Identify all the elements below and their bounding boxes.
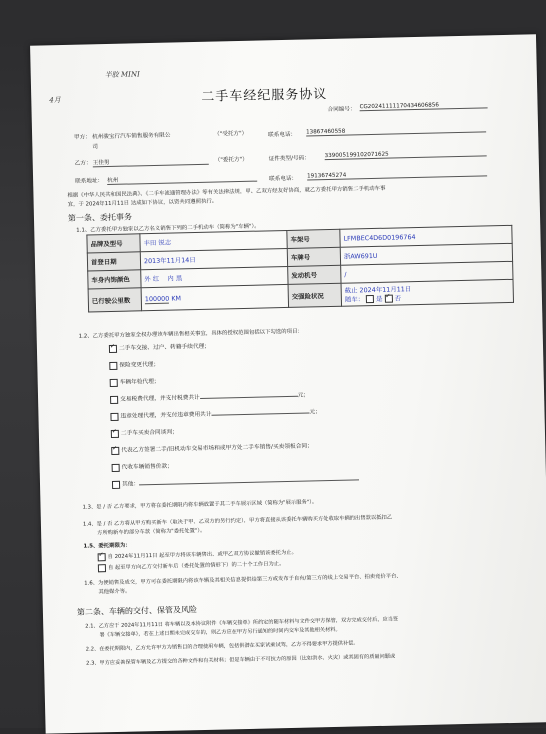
option-text: 代收车辆销售价款； [121,463,173,471]
first-registration-value: 2013年11月14日 [140,248,287,269]
option-checkbox[interactable] [111,429,119,437]
preamble-line-1: 根据《中华人民共和国民法典》、《二手车流通管理办法》等有关法律法规，甲、乙双方经友好协商，就乙方委托甲方销售二手机动车事 [67,185,386,199]
brand-value: 丰田 锐志 [140,230,287,251]
engine-label: 发动机号 [288,265,341,284]
yes-checkbox[interactable] [366,295,374,303]
item-1-3: 1.3、是 / 否 乙方要求，甲方将在委托期限内将车辆放置于其二手车展示区域（简称为"展示服务"）。 [82,499,318,511]
period-text: 自 2024年11月11日 起至甲方将该车辆售出、或甲乙双方协议撤销该委托为止。 [107,549,297,561]
option-tax [110,390,309,404]
option-insurance [109,359,159,370]
option-text: 二手车交接、过户、转籍手续代理； [118,343,211,352]
option-checkbox[interactable] [112,480,120,488]
party-b-id-number: 339005199102071625 [325,149,487,160]
option-checkbox[interactable] [111,446,119,454]
option-transfer [109,341,210,353]
item-1-2: 1.2、乙方委托甲方独家全权办理该车辆出售相关事宜，具体的授权范围包括以下勾选的项目： [78,328,303,340]
party-a-role: （"受托方"） [214,130,248,138]
exterior-color: 外 红 [144,274,160,284]
brand-label: 品牌及型号 [87,234,140,253]
no-option: 否 [394,294,402,303]
party-b-phone: 19136745274 [307,169,487,180]
option-negotiation [111,426,178,437]
party-b-id-label: 证件类型/号码： [268,155,310,163]
plate-label: 车牌号 [287,247,340,266]
handwritten-note: 半胶 MINI [104,70,140,80]
color-label: 车身内饰颜色 [88,270,141,289]
vehicle-info-table [86,225,514,313]
item-1-4-line-1: 1.4、是 / 否 乙方将从甲方购买新车（取决于甲、乙双方的另行约定），甲方将直接从该委托车辆购买方处收取车辆的出售款以抵扣乙 [82,514,393,528]
option-text: 交易税费代理，并支付税费共计 [120,394,200,403]
party-a-name: 杭州骏宝行汽车销售服务有限公 [92,132,171,141]
item-1-5: 1.5、委托期限为： [83,542,131,550]
party-b-name: 王佳男 [93,156,209,168]
tax-amount-line [200,396,298,399]
option-text: 违章处理代理，并支付违章费用共计 [120,411,212,420]
party-a-name-cont: 司 [92,144,99,151]
handwritten-side-note: 4月 [49,96,61,105]
no-checkbox[interactable] [384,295,392,303]
accident-label: 随车： [344,295,365,304]
period-checkbox[interactable] [98,553,106,561]
option-checkbox[interactable] [109,344,117,352]
option-text: 代表乙方签署二手/旧机动车交易市场和或甲方处二手车销售/买卖领板合同； [121,443,313,454]
tax-unit: 元； [297,392,310,399]
section-1-heading: 第一条、委托事务 [67,212,133,223]
option-violation [110,406,321,420]
period-checkbox[interactable] [98,564,106,572]
item-2-3: 2.3、甲方应妥善保管车辆及乙方提交的各种文件和有关材料；但是车辆由于不可抗力的原因（比如洪水、火灾）或其固有的质量问题或 [86,653,396,667]
violation-amount-line [211,412,309,415]
item-2-1-line-2: 署《车辆交接单》，若在上述日期未完成交车的，则乙方应在甲方另行通知的时间内交车及其他相关材料。 [99,626,341,639]
option-checkbox[interactable] [109,361,117,369]
vin-label: 车架号 [287,229,340,248]
contract-document [30,34,546,733]
document-title: 二手车经纪服务协议 [201,87,328,105]
item-2-2: 2.2、在委托期限内，乙方允许甲方为销售目的合理使用车辆，包括供潜在买家试乘试驾，乙方不得要求甲方提供补偿。 [85,640,359,653]
violation-unit: 元； [309,409,321,416]
party-b-label: 乙方： [74,160,92,167]
address-value: 杭州 [107,173,257,185]
option-checkbox[interactable] [110,378,118,386]
party-b-phone-label: 联系电话： [269,175,298,183]
period-text: 自 起至甲方向乙方交付新车后（委托处置的情形下）的二十个工作日为止。 [107,561,285,572]
item-1-6-line-1: 1.6、为便销售及成交，甲方可在委托期限内将该车辆及其相关信息提供给第三方或发布于自有/第三方的线上交易平台、拍卖竞价平台、 [84,573,402,587]
contract-number: CG20241111170434606856 [359,101,487,111]
insurance-value: 截止 2024年11月11日 [344,285,412,295]
option-collect-payment [112,461,173,472]
plate-value: 浙AW691U [340,243,512,265]
party-b-role: （"委托方"） [214,156,248,164]
preamble-line-2: 宜，于 2024年11月11日 达成如下协议，以资共同遵照执行。 [67,198,218,208]
mileage-label: 已行驶公里数 [88,288,142,312]
option-checkbox[interactable] [112,463,120,471]
party-a-phone-label: 联系电话： [268,131,297,139]
insurance-label: 交强险状况 [288,283,342,307]
other-line [139,479,359,485]
mileage-value: 100000 [144,294,170,304]
option-inspection [110,376,160,387]
party-a-label: 甲方： [74,134,92,141]
option-sign-contract [111,440,313,454]
vin-value: LFMBEC4D6D0196764 [340,225,512,247]
option-checkbox[interactable] [110,412,118,420]
item-1-6-line-2: 其他媒介等。 [98,588,131,596]
option-text: 保险变更代理； [119,361,160,369]
option-text: 其他： [121,481,140,488]
first-registration-label: 首登日期 [87,252,140,271]
option-text: 二手车买卖合同谈判； [120,429,178,437]
option-other [112,473,359,488]
section-2-heading: 第二条、车辆的交付、保管及风险 [76,605,198,617]
period-option-2 [98,559,285,572]
yes-option: 是 [376,294,383,303]
item-1-1: 1.1、乙方委托甲方独家以乙方名义销售下列的二手机动车（简称为"车辆"）。 [76,223,260,234]
item-2-1-line-1: 2.1、乙方应于 2024年11月11日 将车辆以及本协议附件《车辆交接单》所约定的随车材料与文件交甲方保管，双方完成交付后，应当签 [85,616,399,630]
address-label: 联系地址： [75,178,104,185]
contract-number-label: 合同编号： [327,106,356,114]
option-checkbox[interactable] [110,395,118,403]
mileage-unit: KM [171,294,182,303]
engine-value: / [341,261,513,283]
party-a-phone: 13867460558 [306,125,486,136]
item-1-4-line-2: 方所购新车的部分车款（简称为"委托处置"）。 [97,527,206,537]
option-text: 车辆年检代理； [119,378,160,386]
interior-color: 内 黑 [167,274,183,283]
